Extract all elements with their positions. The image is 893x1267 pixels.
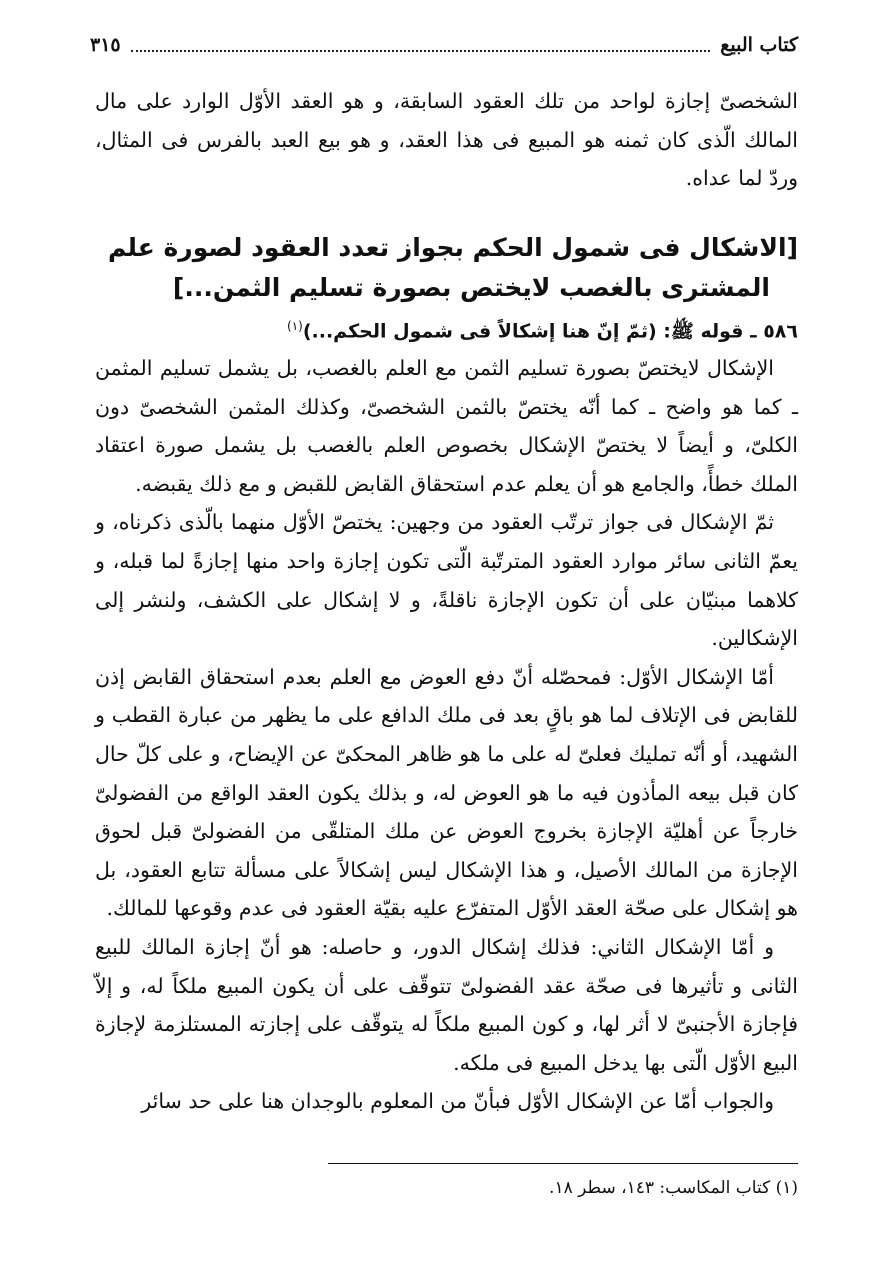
paragraph-continued: الشخصىّ إجازة لواحد من تلك العقود السابقة، و هو العقد الأوّل الوارد على مال المالك الّذى كان ثمنه هو المبيع فى هذا العقد، و هو بيع العبد بالفرس فى المثال، وردّ لما عداه.	[95, 89, 798, 191]
running-header-title: كتاب البيع	[720, 34, 798, 56]
section-heading-line-2: المشترى بالغصب لايختص بصورة تسليم الثمن...]	[172, 272, 770, 302]
leader-dots	[131, 38, 711, 52]
paragraph: الإشكال لايختصّ بصورة تسليم الثمن مع العلم بالغصب، بل يشمل تسليم المثمن ـ كما هو واضح ـ كما أنّه يختصّ بالثمن الشخصىّ، وكذلك المثمن الشخصىّ دون الكلىّ، و أيضاً لا يختصّ الإشكال بخصوص العلم بالغصب بل يشمل صورة اعتقاد الملك خطأً، والجامع هو أن يعلم عدم استحقاق القابض للقبض و مع ذلك يقبضه.	[95, 356, 798, 496]
footnote-divider	[328, 1163, 798, 1164]
running-header	[90, 30, 798, 60]
section-heading	[95, 228, 798, 308]
paragraph: و أمّا الإشكال الثاني: فذلك إشكال الدور، و حاصله: هو أنّ إجازة المالك للبيع الثانى و تأثيرها فى صحّة عقد الفضولىّ تتوقّف على أن يكون المبيع ملكاً له، و إلاّ فإجازة الأجنبىّ لا أثر لها، و كون المبيع ملكاً له يتوقّف على إجازته المستلزمة لإجازة البيع الأوّل الّتى بها يدخل المبيع فى ملكه.	[95, 935, 798, 1075]
footnote-marker: (١)	[287, 318, 303, 333]
section-heading-line-1: [الاشكال فى شمول الحكم بجواز تعدد العقود لصورة علم	[107, 232, 798, 262]
paragraph: ثمّ الإشكال فى جواز ترتّب العقود من وجهين: يختصّ الأوّل منهما بالّذى ذكرناه، و يعمّ الثانى سائر موارد العقود المترتّبة الّتى تكون إجازة واحد منها إجازةً لما قبله، و كلاهما مبنيّان على أن تكون الإجازة ناقلةً، و لا إشكال على الكشف، ولنشر إلى الإشكالين.	[95, 510, 798, 651]
paragraph: أمّا الإشكال الأوّل: فمحصّله أنّ دفع العوض مع العلم بعدم استحقاق القابض إذن للقابض فى الإتلاف لما هو باقٍ بعد فى ملك الدافع على ما يظهر من عبارة القطب و الشهيد، أو أنّه تمليك فعلىّ له على ما هو ظاهر المحكىّ عن الإيضاح، و على كلّ حال كان قبل بيعه المأذون فيه ما هو العوض له، و بذلك يكون العقد الواقع من الفضولىّ خارجاً عن أهليّة الإجازة بخروج العوض عن ملك المتلقّى من الفضولىّ قبل لحوق الإجازة من المالك الأصيل، و هذا الإشكال ليس إشكالاً على مسألة تتابع العقود، بل هو إشكال على صحّة العقد الأوّل المتفرّع عليه بقيّة العقود فى عدم وقوعها للمالك.	[95, 664, 798, 921]
footnote: (١) كتاب المكاسب: ١٤٣، سطر ١٨.	[549, 1178, 798, 1198]
paragraph: والجواب أمّا عن الإشكال الأوّل فبأنّ من المعلوم بالوجدان هنا على حد سائر	[141, 1089, 774, 1114]
commentary-quote	[95, 308, 798, 349]
quote-text: ٥٨٦ ـ قوله ﷺ: (ثمّ إنّ هنا إشكالاً فى شمول الحكم...)	[302, 320, 798, 343]
page-number: ٣١٥	[90, 34, 121, 56]
main-text	[95, 82, 798, 1121]
